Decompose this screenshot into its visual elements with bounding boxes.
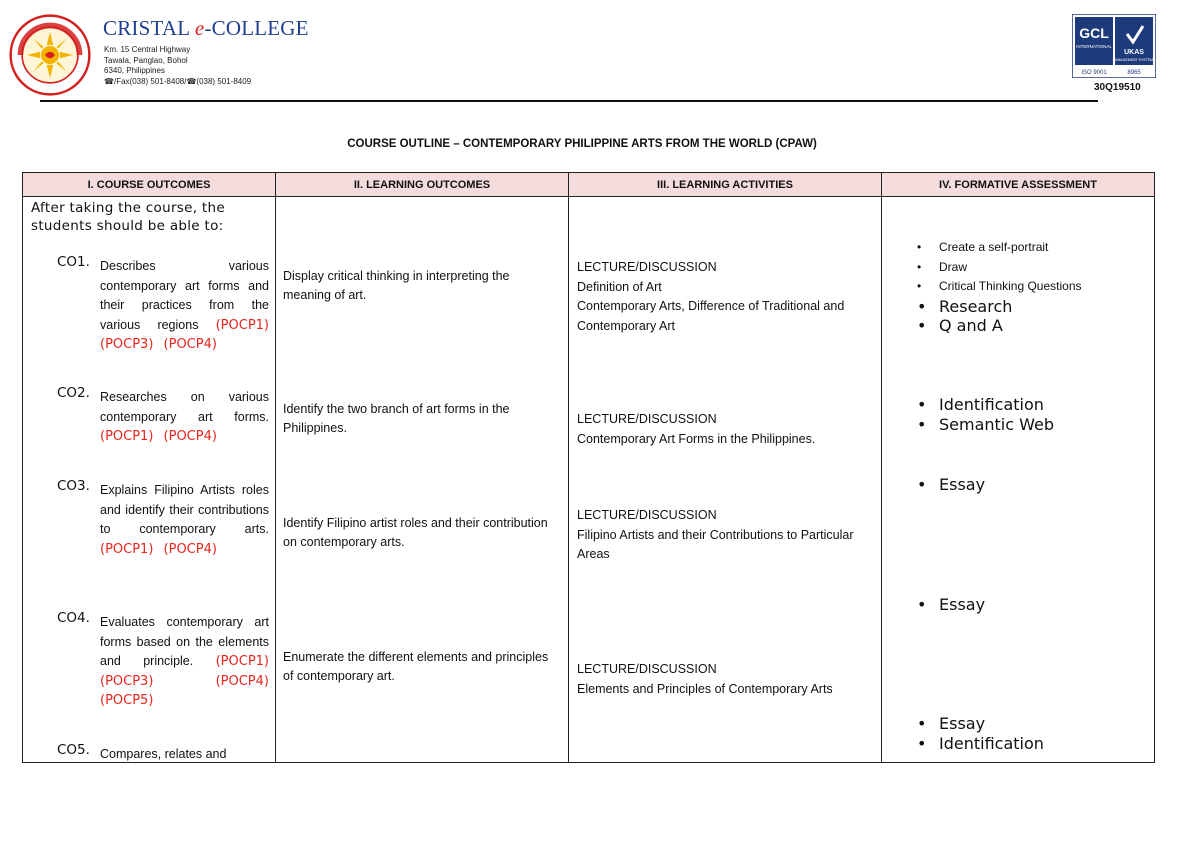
bullet-icon: • [917,316,927,335]
assessment-item: • Essay [917,714,986,733]
course-outline-table [22,172,1155,763]
co-code: CO2. [57,385,90,401]
document-title: COURSE OUTLINE – CONTEMPORARY PHILIPPINE ARTS FROM THE WORLD (CPAW) [347,138,817,150]
activity-topic: Contemporary Art Forms in the Philippines. [577,431,816,446]
column-header-learning-activities: III. LEARNING ACTIVITIES [569,173,882,197]
learning-activity [577,258,877,336]
co-code: CO5. [57,742,90,758]
header-divider [40,100,1098,102]
bullet-icon: • [917,414,927,434]
assessment-item: • Q and A [917,316,1003,335]
activity-type: LECTURE/DISCUSSION [577,508,717,522]
column-header-formative-assessment: IV. FORMATIVE ASSESSMENT [882,173,1154,197]
bullet-icon: • [917,733,927,753]
program-outcome-codes: (POCP1) (POCP4) [100,541,217,557]
assessment-item: • Semantic Web [917,414,1055,434]
college-seal-logo [9,14,91,96]
activity-type: LECTURE/DISCUSSION [577,260,717,274]
co-code: CO4. [57,610,90,626]
assessment-item: • Essay [917,595,986,614]
assessment-group [915,395,1165,434]
column-header-learning-outcomes: II. LEARNING OUTCOMES [276,173,569,197]
activity-topic: Elements and Principles of Contemporary Arts [577,681,833,696]
learning-outcome: Display critical thinking in interpreting the meaning of art. [283,269,510,302]
college-name: CRISTAL e-COLLEGE [103,16,309,40]
co-description: Compares, relates and [100,747,227,761]
svg-text:UKAS: UKAS [1124,49,1144,56]
college-address [104,45,251,87]
co-code: CO1. [57,254,90,270]
co-code: CO3. [57,478,90,494]
bullet-icon: • [917,475,927,494]
assessment-item: • Research [917,296,1013,316]
activity-topic: Filipino Artists and their Contributions to Particular Areas [577,527,854,561]
address-line: Tawala, Panglao, Bohol [104,55,188,65]
assessment-item: • Critical Thinking Questions [915,277,1165,297]
activity-type: LECTURE/DISCUSSION [577,412,717,426]
bullet-icon: • [917,714,927,733]
certificate-number: 30Q19510 [1094,82,1141,93]
bullet-icon: • [917,240,922,254]
bullet-icon: • [917,395,927,414]
address-line: Km. 15 Central Highway [104,45,191,54]
assessment-item: • Create a self-portrait [915,238,1165,258]
bullet-icon: • [917,279,922,293]
bullet-icon: • [917,595,927,614]
assessment-group [915,238,1165,336]
learning-activity [577,660,877,699]
program-outcome-codes: (POCP1) (POCP3) (POCP4) (POCP5) [100,654,269,708]
svg-text:8965: 8965 [1127,70,1141,76]
course-outcome-co3 [57,478,269,559]
course-outcome-co5 [57,742,269,765]
address-line: 6340, Philippines [104,66,165,75]
assessment-item: • Draw [915,258,1165,278]
course-outcome-co4 [57,610,269,711]
column-header-course-outcomes: I. COURSE OUTCOMES [23,173,276,197]
activity-topic: Contemporary Arts, Difference of Traditional and Contemporary Art [577,299,845,333]
learning-activity [577,506,877,565]
co-description: Evaluates contemporary art forms based on the elements and principle. [100,615,269,668]
assessment-group [915,475,1165,495]
svg-text:INTERNATIONAL: INTERNATIONAL [1076,44,1112,49]
assessment-item: • Identification [917,395,1044,414]
co-description: Explains Filipino Artists roles and identify their contributions to contemporary arts. [100,483,269,536]
svg-text:ISO 9001: ISO 9001 [1081,70,1107,76]
program-outcome-codes: (POCP1) (POCP3) (POCP4) [100,317,269,352]
course-outcome-co1 [57,254,269,355]
svg-text:GCL: GCL [1079,25,1109,41]
address-line: ☎/Fax(038) 501-8408/☎(038) 501-8409 [104,76,252,86]
iso-certification-badge [1072,14,1156,78]
learning-outcome: Enumerate the different elements and principles of contemporary art. [283,650,549,683]
co-description: Researches on various contemporary art forms. [100,390,269,424]
assessment-item: • Identification [917,733,1044,753]
program-outcome-codes: (POCP1) (POCP4) [100,429,217,444]
assessment-item: • Essay [917,475,986,494]
course-intro: After taking the course, the students should be able to: [31,200,225,234]
activity-topic: Definition of Art [577,279,662,294]
bullet-icon: • [917,296,927,316]
learning-outcome: Identify Filipino artist roles and their contribution on contemporary arts. [283,516,548,549]
activity-type: LECTURE/DISCUSSION [577,662,717,676]
course-outcome-co2 [57,385,269,447]
assessment-group [915,714,1165,753]
learning-activity [577,410,877,449]
bullet-icon: • [917,259,922,274]
assessment-group [915,595,1165,615]
learning-outcome: Identify the two branch of art forms in the Philippines. [283,402,510,435]
svg-text:MANAGEMENT SYSTEMS: MANAGEMENT SYSTEMS [1112,58,1156,62]
co-description: Describes various contemporary art forms and their practices from the various regions [100,259,269,332]
